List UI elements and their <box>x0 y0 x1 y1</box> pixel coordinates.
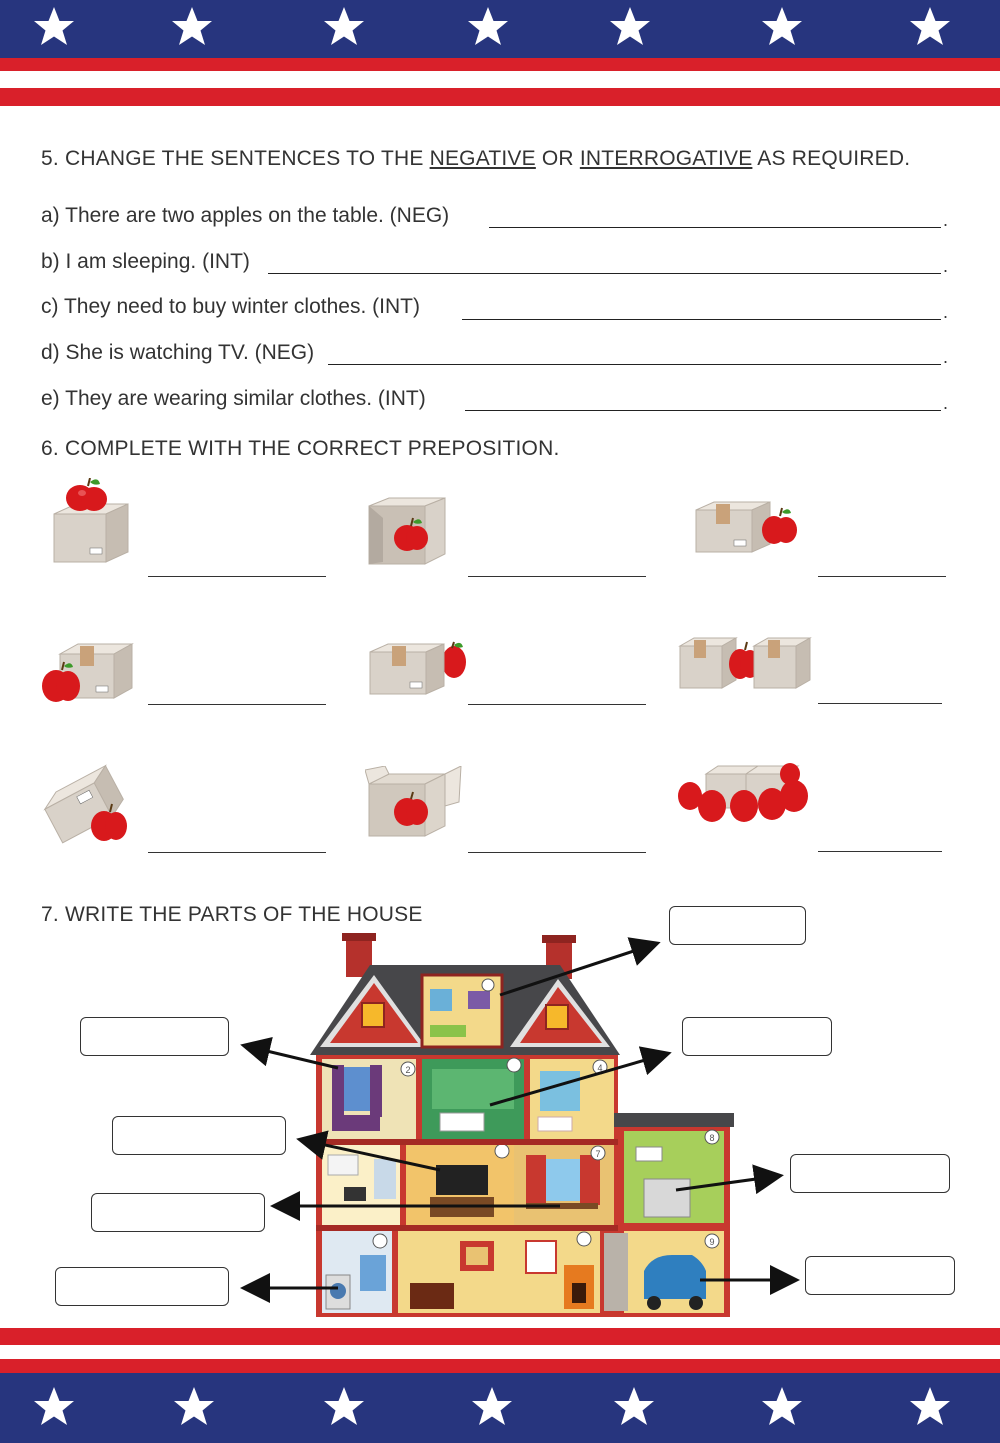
star-icon <box>760 5 804 49</box>
section6-title: 6. COMPLETE WITH THE CORRECT PREPOSITION. <box>41 437 560 460</box>
room-number-7: 7 <box>595 1149 601 1159</box>
prep-answer-3[interactable] <box>818 576 946 577</box>
section7-title: 7. WRITE THE PARTS OF THE HOUSE <box>41 903 423 926</box>
sentence-c: c) They need to buy winter clothes. (INT) <box>41 295 420 318</box>
apple-on-box-image <box>50 478 134 568</box>
star-icon <box>470 1385 514 1429</box>
star-icon <box>32 1385 76 1429</box>
prep-answer-1[interactable] <box>148 576 326 577</box>
star-icon <box>760 1385 804 1429</box>
prep-answer-6[interactable] <box>818 703 942 704</box>
room-number-8: 8 <box>709 1133 715 1143</box>
sentence-e: e) They are wearing similar clothes. (INT) <box>41 387 426 410</box>
prep-answer-8[interactable] <box>468 852 646 853</box>
star-icon <box>612 1385 656 1429</box>
answer-line-c[interactable] <box>462 319 941 320</box>
house-arrows <box>0 900 1000 1320</box>
star-icon <box>32 5 76 49</box>
end-mark-a: . <box>943 210 949 230</box>
star-icon <box>466 5 510 49</box>
prep-answer-9[interactable] <box>818 851 942 852</box>
sentence-a: a) There are two apples on the table. (NEG) <box>41 204 450 227</box>
apple-next-to-box-image <box>694 498 802 556</box>
bottom-banner <box>0 1325 1000 1443</box>
star-icon <box>322 5 366 49</box>
prep-answer-2[interactable] <box>468 576 646 577</box>
prep-answer-5[interactable] <box>468 704 646 705</box>
sentence-b: b) I am sleeping. (INT) <box>41 250 250 273</box>
star-icon <box>172 1385 216 1429</box>
top-banner <box>0 0 1000 110</box>
section5-title: 5. CHANGE THE SENTENCES TO THE NEGATIVE OR INTERROGATIVE AS REQUIRED. <box>41 147 911 170</box>
apple-behind-box-image <box>368 640 470 698</box>
prep-answer-4[interactable] <box>148 704 326 705</box>
end-mark-d: . <box>943 347 949 367</box>
star-icon <box>608 5 652 49</box>
end-mark-b: . <box>943 256 949 276</box>
star-icon <box>908 5 952 49</box>
star-icon <box>908 1385 952 1429</box>
answer-line-e[interactable] <box>465 410 941 411</box>
end-mark-e: . <box>943 393 949 413</box>
star-icon <box>170 5 214 49</box>
answer-line-d[interactable] <box>328 364 941 365</box>
room-number-4: 4 <box>597 1063 603 1073</box>
answer-line-b[interactable] <box>268 273 941 274</box>
apples-around-boxes-image <box>676 760 816 828</box>
prep-answer-7[interactable] <box>148 852 326 853</box>
sentence-d: d) She is watching TV. (NEG) <box>41 341 315 364</box>
room-number-9: 9 <box>709 1237 715 1247</box>
apple-between-boxes-image <box>678 634 814 692</box>
end-mark-c: . <box>943 302 949 322</box>
room-number-2: 2 <box>405 1065 411 1075</box>
apple-under-box-image <box>40 762 134 844</box>
answer-line-a[interactable] <box>489 227 941 228</box>
apple-inside-open-box-image <box>365 766 463 840</box>
apple-in-box-image <box>365 496 451 570</box>
apple-in-front-of-box-image <box>40 640 136 708</box>
star-icon <box>322 1385 366 1429</box>
